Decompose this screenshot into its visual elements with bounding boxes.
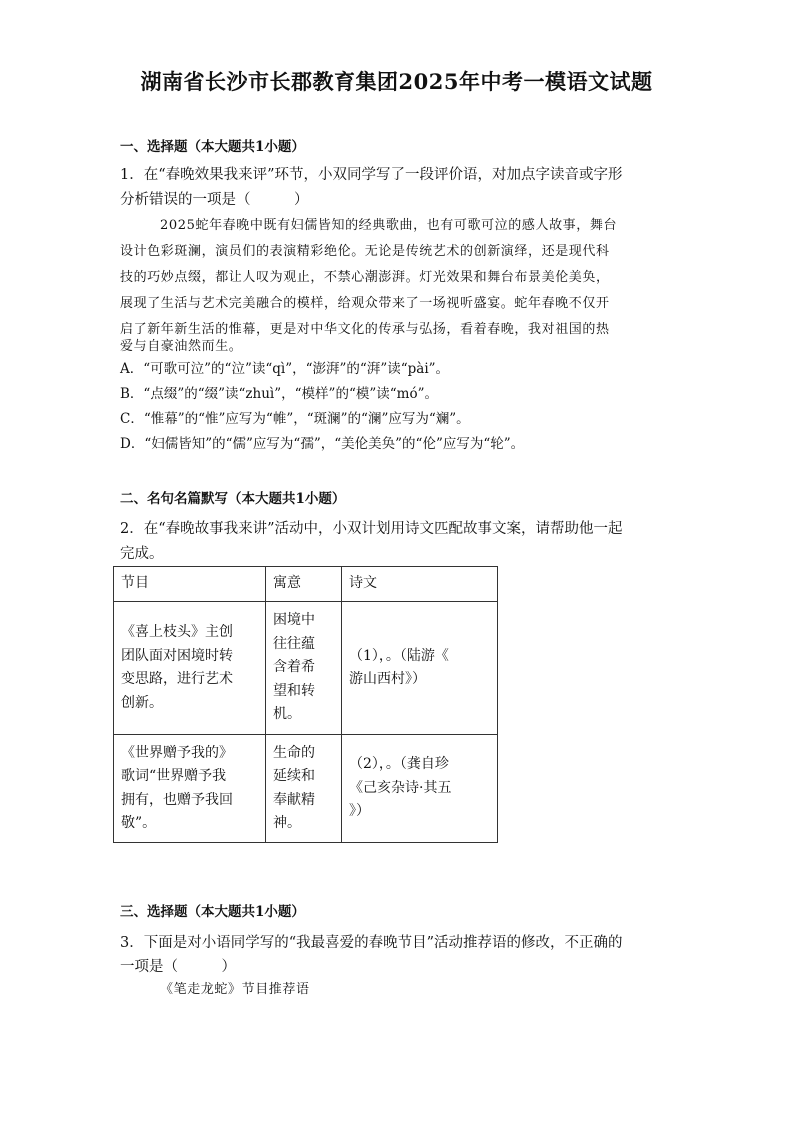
question-text: 一项是（ ） (120, 959, 236, 975)
option-b: B．“点缀”的“缀”读“zhuì”，“模样”的“模”读“mó”。 (120, 386, 438, 402)
table-row (114, 602, 498, 735)
passage-subtitle: 《笔走龙蛇》节目推荐语 (160, 982, 310, 997)
passage-line: 技的巧妙点缀，都让人叹为观止，不禁心潮澎湃。灯光效果和舞台布景美伦美奂， (120, 270, 610, 285)
question-text: 完成。 (120, 546, 164, 562)
table-cell-program: 《世界赠予我的》 歌词“世界赠予我 拥有，也赠予我回 敬”。 (114, 735, 266, 843)
table-header-cell: 寓意 (266, 567, 342, 602)
option-d: D．“妇儒皆知”的“儒”应写为“孺”，“美伦美奂”的“伦”应写为“轮”。 (120, 436, 525, 452)
passage-line: 2025蛇年春晚中既有妇儒皆知的经典歌曲，也有可歌可泣的感人故事，舞台 (160, 218, 618, 233)
section-heading: 三、选择题（本大题共1小题） (120, 904, 305, 920)
passage-line: 设计色彩斑澜，演员们的表演精彩绝伦。无论是传统艺术的创新演绎，还是现代科 (120, 244, 610, 259)
question-text: 分析错误的一项是（ ） (120, 192, 309, 208)
table-cell-meaning: 生命的 延续和 奉献精 神。 (266, 735, 342, 843)
table-row (114, 735, 498, 843)
section-heading: 一、选择题（本大题共1小题） (120, 139, 305, 155)
question-text: 3．下面是对小语同学写的“我最喜爱的春晚节目”活动推荐语的修改，不正确的 (120, 935, 623, 951)
table-cell-program: 《喜上枝头》主创 团队面对困境时转 变思路，进行艺术 创新。 (114, 602, 266, 735)
table-cell-meaning: 困境中 往往蕴 含着希 望和转 机。 (266, 602, 342, 735)
question-text: 1．在“春晚效果我来评”环节，小双同学写了一段评价语，对加点字读音或字形 (120, 167, 623, 183)
passage-line: 展现了生活与艺术完美融合的模样，给观众带来了一场视听盛宴。蛇年春晚不仅开 (120, 296, 610, 311)
answer-table (113, 566, 498, 843)
passage-line: 爱与自豪油然而生。 (120, 339, 243, 354)
passage-line: 启了新年新生活的惟幕，更是对中华文化的传承与弘扬，看着春晚，我对祖国的热 (120, 322, 610, 337)
table-header-cell: 节目 (114, 567, 266, 602)
section-heading: 二、名句名篇默写（本大题共1小题） (120, 491, 346, 507)
table-header-cell: 诗文 (342, 567, 498, 602)
table-cell-poem: （2），。（龚自珍 《己亥杂诗·其五 》） (342, 735, 498, 843)
question-text: 2．在“春晚故事我来讲”活动中，小双计划用诗文匹配故事文案，请帮助他一起 (120, 521, 623, 537)
table-header-row (114, 567, 498, 602)
option-c: C．“惟幕”的“惟”应写为“帷”，“斑澜”的“澜”应写为“斓”。 (120, 411, 470, 427)
table-cell-poem: （1），。（陆游《 游山西村》） (342, 602, 498, 735)
page-title: 湖南省长沙市长郡教育集团2025年中考一模语文试题 (140, 69, 653, 94)
option-a: A．“可歌可泣”的“泣”读“qì”，“澎湃”的“湃”读“pài”。 (120, 361, 450, 377)
